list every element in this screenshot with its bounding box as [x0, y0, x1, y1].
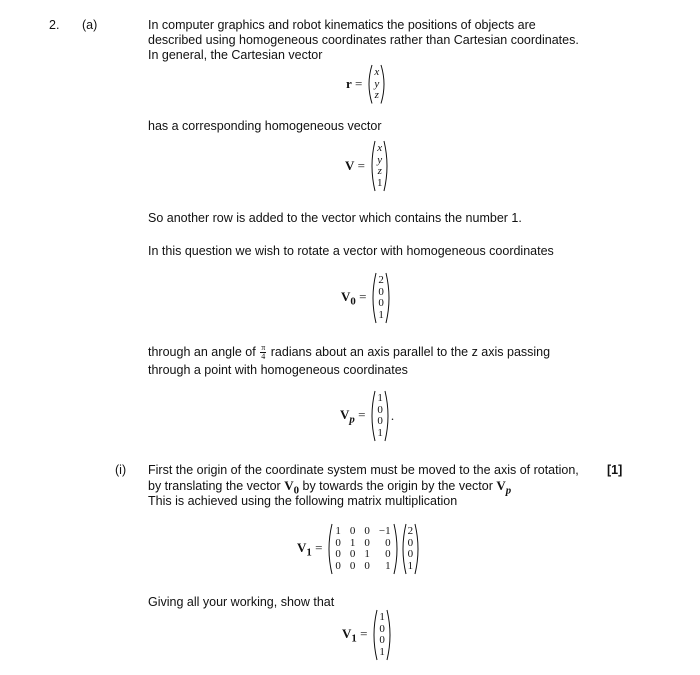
equation-V0 — [341, 272, 392, 324]
through-pre: through an angle of — [148, 344, 256, 359]
V-symbol: V — [496, 478, 506, 493]
left-paren-icon — [369, 140, 376, 192]
subscript-1: 1 — [351, 632, 357, 645]
r-symbol: r — [346, 76, 352, 92]
matrix-cell: 0 — [385, 536, 391, 549]
left-paren-icon — [369, 390, 376, 442]
matrix-cell: 0 — [335, 536, 341, 549]
right-paren-icon — [393, 523, 400, 575]
subscript-p: p — [349, 413, 355, 426]
right-paren-icon — [380, 64, 387, 105]
subpart-line-1: First the origin of the coordinate system must be moved to the axis of rotation, — [148, 463, 579, 477]
cell-2: 0 — [378, 297, 384, 309]
cell-0: 2 — [378, 274, 384, 286]
text-in-this-question: In this question we wish to rotate a vector with homogeneous coordinates — [148, 244, 554, 258]
cell-1: 0 — [407, 536, 414, 549]
matrix-cell: 0 — [349, 525, 356, 537]
trailing-period: . — [390, 408, 395, 423]
cell-1: 0 — [378, 285, 384, 298]
question-part: (a) — [82, 18, 98, 32]
text-another-row: So another row is added to the vector which contains the number 1. — [148, 211, 522, 225]
line2-pre: by translating the vector — [148, 479, 281, 493]
cell-z: z — [377, 165, 382, 177]
equation-Vp — [340, 390, 394, 442]
fraction-pi-over-4 — [260, 344, 266, 361]
cell-one: 1 — [376, 176, 383, 189]
V-symbol: V — [341, 288, 351, 304]
equation-V — [345, 140, 390, 192]
vector-Vp — [369, 390, 391, 442]
matrix-cell: −1 — [378, 525, 391, 537]
equals-sign: = — [360, 625, 368, 641]
cell-3: 1 — [378, 308, 384, 321]
right-paren-icon — [414, 523, 421, 575]
matrix-cell: 1 — [385, 559, 391, 572]
matrix-cell: 0 — [364, 559, 370, 572]
equals-sign: = — [315, 539, 323, 555]
V-symbol: V — [297, 539, 307, 555]
right-paren-icon — [385, 272, 392, 324]
marks-label: [1] — [607, 463, 623, 477]
equals-sign: = — [358, 406, 366, 422]
subscript-1: 1 — [306, 546, 312, 559]
cell-x: x — [377, 142, 383, 154]
cell-0: 1 — [377, 392, 383, 404]
right-paren-icon — [386, 609, 393, 661]
cell-x: x — [374, 66, 380, 78]
subpart-line-3: This is achieved using the following matrix multiplication — [148, 494, 458, 508]
cell-3: 1 — [407, 559, 414, 572]
cell-y: y — [377, 153, 383, 166]
text-has-corresponding: has a corresponding homogeneous vector — [148, 119, 382, 133]
left-paren-icon — [371, 609, 378, 661]
subscript-0: 0 — [293, 484, 300, 497]
cell-z: z — [374, 89, 379, 101]
cell-0: 1 — [379, 611, 385, 623]
equation-V1-result — [342, 609, 393, 661]
V-symbol: V — [342, 625, 352, 641]
matrix-cell: 1 — [335, 525, 341, 537]
fraction-denominator: 4 — [261, 352, 266, 361]
cell-1: 0 — [379, 622, 385, 635]
matrix-cell: 0 — [364, 536, 370, 549]
cell-3: 1 — [377, 426, 383, 439]
V-symbol: V — [345, 158, 355, 173]
right-paren-icon — [384, 390, 391, 442]
matrix-cell: 1 — [364, 548, 370, 560]
cell-0: 2 — [407, 525, 414, 537]
equals-sign: = — [359, 288, 367, 304]
equals-sign: = — [357, 158, 365, 173]
vector-V1 — [371, 609, 393, 661]
subscript-p: p — [505, 484, 512, 497]
matrix-cell: 0 — [385, 548, 391, 560]
text-through-angle — [148, 344, 550, 361]
V-symbol: V — [340, 406, 350, 422]
equation-r — [346, 64, 387, 105]
vector-V — [369, 140, 391, 192]
equals-sign: = — [355, 76, 363, 92]
cell-1: 0 — [377, 403, 383, 416]
right-paren-icon — [383, 140, 390, 192]
cell-2: 0 — [407, 548, 414, 560]
matrix-cell: 0 — [335, 559, 341, 572]
intro-line-3: In general, the Cartesian vector — [148, 48, 323, 62]
cell-y: y — [374, 77, 380, 90]
cell-2: 0 — [377, 415, 383, 427]
vector-V0 — [370, 272, 392, 324]
matrix-cell: 0 — [364, 525, 370, 537]
left-paren-icon — [370, 272, 377, 324]
vector-r — [366, 64, 387, 105]
line2-post: by towards the origin by the vector — [302, 479, 493, 493]
text-giving-working: Giving all your working, show that — [148, 595, 335, 609]
intro-line-1: In computer graphics and robot kinematics the positions of objects are — [148, 18, 536, 32]
left-paren-icon — [326, 523, 333, 575]
through-post: radians about an axis parallel to the z axis passing — [270, 344, 551, 359]
vector-V0-copy — [400, 523, 422, 575]
fraction-numerator: π — [261, 343, 266, 352]
question-number: 2. — [49, 18, 60, 32]
left-paren-icon — [400, 523, 407, 575]
matrix-cell: 0 — [349, 559, 356, 572]
V-symbol: V — [284, 478, 294, 493]
equation-V1-matrix — [297, 523, 421, 575]
matrix-cell: 1 — [349, 536, 356, 549]
cell-3: 1 — [379, 645, 385, 658]
translation-matrix — [326, 523, 399, 575]
matrix-cell: 0 — [349, 548, 356, 560]
text-through-point: through a point with homogeneous coordinates — [148, 363, 408, 377]
subpart-label: (i) — [115, 463, 127, 477]
intro-line-2: described using homogeneous coordinates rather than Cartesian coordinates. — [148, 33, 579, 47]
subscript-0: 0 — [350, 295, 356, 308]
cell-2: 0 — [379, 634, 385, 646]
left-paren-icon — [366, 64, 373, 105]
matrix-cell: 0 — [335, 548, 341, 560]
